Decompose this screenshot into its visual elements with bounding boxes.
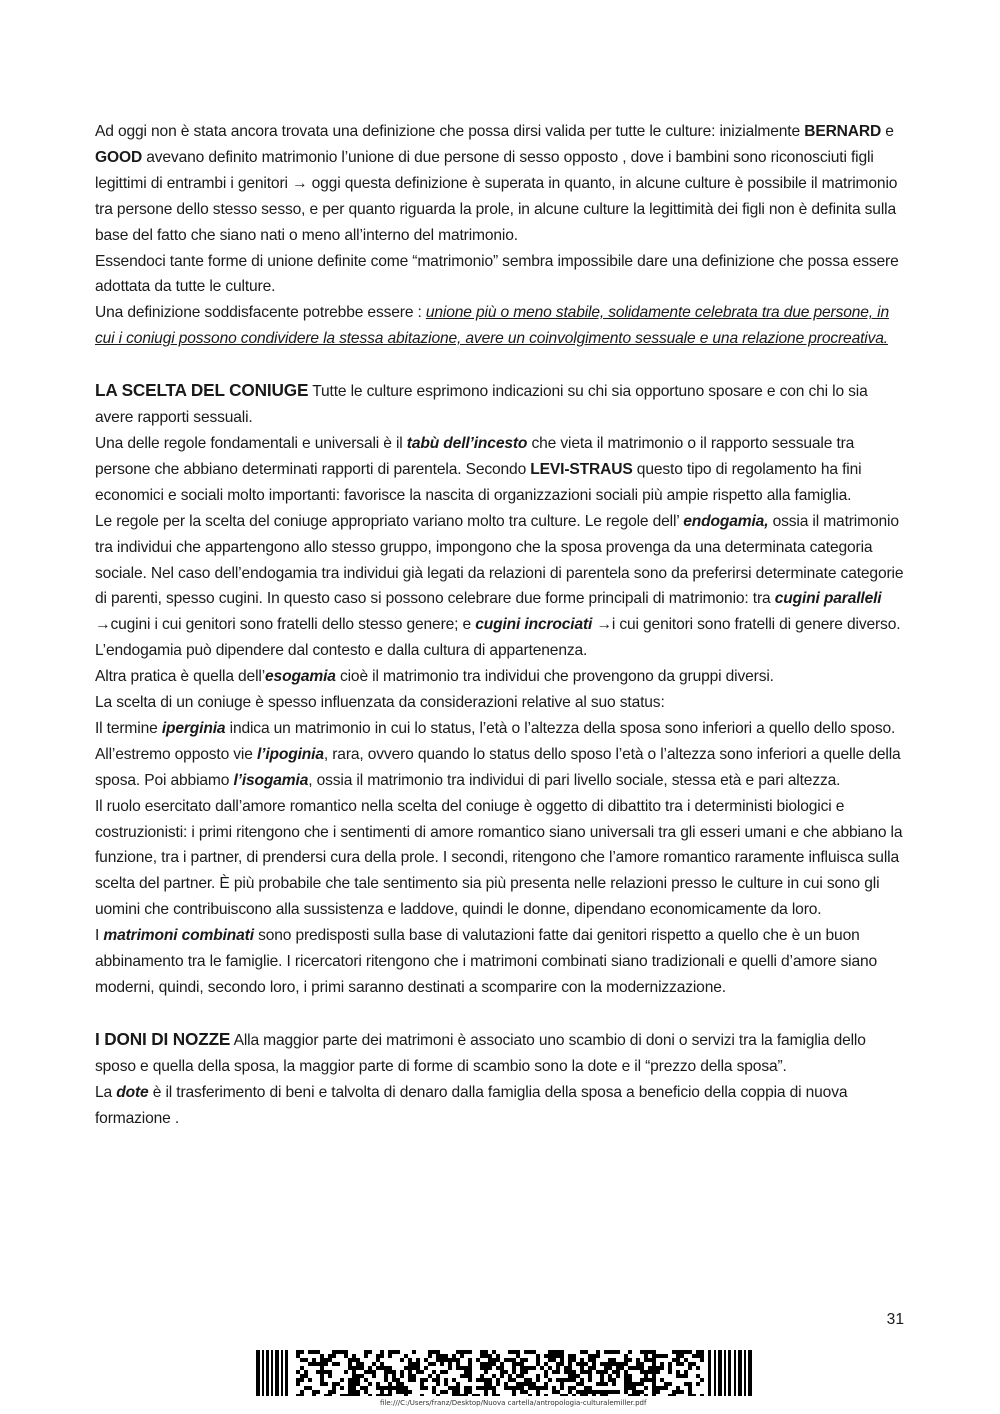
key-term: l’isogamia xyxy=(233,771,309,789)
intro-paragraph-3: Una definizione soddisfacente potrebbe essere : unione più o meno stabile, solidamente celebrata tra due persone, in cui i coniugi possono condividere la stessa abitazione, avere un coinvolgimento sessuale e una relazione procreativa. xyxy=(95,304,890,348)
key-term: esogamia xyxy=(265,668,336,686)
section-heading-scelta: LA SCELTA DEL CONIUGE xyxy=(95,380,309,401)
intro-paragraph-2: Essendoci tante forme di unione definite come “matrimonio” sembra impossibile dare una definizione che possa essere adottata da tutte le culture. xyxy=(95,252,899,296)
key-term: dote xyxy=(116,1083,149,1101)
doni-paragraph-2: La dote è il trasferimento di beni e talvolta di denaro dalla famiglia della sposa a beneficio della coppia di nuova formazione . xyxy=(95,1083,848,1127)
doni-paragraph-1: I DONI DI NOZZE Alla maggior parte dei matrimoni è associato uno scambio di doni o servizi tra la famiglia dello sposo e quella della sposa, la maggior parte di forme di scambio sono la dote e il “prezzo della sposa”. xyxy=(95,1028,866,1075)
key-term: endogamia, xyxy=(683,512,769,530)
key-term: iperginia xyxy=(161,719,226,737)
file-path: file:///C:/Users/franz/Desktop/Nuova cartella/antropologia-culturalemiller.pdf xyxy=(380,1399,647,1407)
scelta-paragraph-2: Una delle regole fondamentali e universali è il tabù dell’incesto che vieta il matrimonio o il rapporto sessuale tra persone che abbiano determinati rapporti di parentela. Secondo LEVI-STRAUS questo tipo di regolamento ha fini economici e sociali molto importanti: favorisce la nascita di organizzazioni sociali più ampie rispetto alla famiglia. xyxy=(95,434,862,504)
scelta-paragraph-1: LA SCELTA DEL CONIUGE Tutte le culture esprimono indicazioni su chi sia opportuno sposare e con chi lo sia avere rapporti sessuali. xyxy=(95,380,868,427)
section-gap xyxy=(95,1001,905,1027)
scelta-paragraph-6: La scelta di un coniuge è spesso influenzata da considerazioni relative al suo status: xyxy=(95,694,665,712)
arrow-right-icon: → xyxy=(592,616,612,634)
arrow-right-icon: → xyxy=(292,174,308,192)
author-name: BERNARD xyxy=(804,123,882,140)
scelta-paragraph-4: L’endogamia può dipendere dal contesto e dalla cultura di appartenenza. xyxy=(95,642,588,660)
arrow-right-icon: → xyxy=(95,616,111,634)
author-name: LEVI-STRAUS xyxy=(530,460,633,478)
scelta-paragraph-5: Altra pratica è quella dell’esogamia cioè il matrimonio tra individui che provengono da gruppi diversi. xyxy=(95,668,774,686)
key-term: cugini paralleli xyxy=(774,590,882,608)
page-body xyxy=(95,119,905,1132)
definition-text: unione più o meno stabile, solidamente celebrata tra due persone, in cui i coniugi possono condividere la stessa abitazione, avere un coinvolgimento sessuale e una relazione procreativa. xyxy=(95,304,890,348)
page-number: 31 xyxy=(886,1311,904,1328)
scelta-paragraph-7: Il termine iperginia indica un matrimonio in cui lo status, l’età o l’altezza della sposa sono inferiori a quello dello sposo. All’estremo opposto vie l’ipoginia, rara, ovvero quando lo status dello sposo l’età o l’altezza sono inferiori a quelle della sposa. Poi abbiamo l’isogamia, ossia il matrimonio tra individui di pari livello sociale, stessa età e pari altezza. xyxy=(95,719,901,789)
author-name: GOOD xyxy=(95,148,143,166)
section-heading-doni: I DONI DI NOZZE xyxy=(95,1028,231,1049)
key-term: tabù dell’incesto xyxy=(406,434,528,452)
scelta-paragraph-3: Le regole per la scelta del coniuge appropriato variano molto tra culture. Le regole dell’ endogamia, ossia il matrimonio tra individui che appartengono allo stesso gruppo, impongono che la sposa provenga da una determinata categoria sociale. Nel caso dell’endogamia tra individui già legati da relazioni di parentela sono da preferirsi determinate categorie di parenti, spesso cugini. In questo caso si possono celebrare due forme principali di matrimonio: tra cugini paralleli →cugini i cui genitori sono fratelli dello stesso genere; e cugini incrociati →i cui genitori sono fratelli di genere diverso. xyxy=(95,512,904,634)
key-term: matrimoni combinati xyxy=(103,927,254,945)
section-gap xyxy=(95,352,905,378)
barcode-icon xyxy=(256,1350,752,1396)
scelta-paragraph-9: I matrimoni combinati sono predisposti sulla base di valutazioni fatte dai genitori rispetto a quello che è un buon abbinamento tra le famiglie. I ricercatori ritengono che i matrimoni combinati siano tradizionali e quelli d’amore siano moderni, quindi, secondo loro, i primi saranno destinati a scomparire con la modernizzazione. xyxy=(95,927,878,996)
key-term: cugini incrociati xyxy=(475,616,593,634)
intro-paragraph-1: Ad oggi non è stata ancora trovata una definizione che possa dirsi valida per tutte le culture: inizialmente BERNARD e GOOD avevano definito matrimonio l’unione di due persone di sesso opposto , dove i bambini sono riconosciuti figli legittimi di entrambi i genitori → oggi questa definizione è superata in quanto, in alcune culture è possibile il matrimonio tra persone dello stesso sesso, e per quanto riguarda la prole, in alcune culture la legittimità dei figli non è definita sulla base del fatto che siano nati o meno all’interno del matrimonio. xyxy=(95,123,898,244)
scelta-paragraph-8: Il ruolo esercitato dall’amore romantico nella scelta del coniuge è oggetto di dibattito tra i deterministi biologici e costruzionisti: i primi ritengono che i sentimenti di amore romantico siano universali tra gli esseri umani e che abbiano la funzione, tra i partner, di prendersi cura della prole. I secondi, ritengono che l’amore romantico raramente influisca sulla scelta del partner. È più probabile che tale sentimento sia più presenta nelle relazioni presso le culture in cui sono gli uomini che contribuiscono alla sussistenza e laddove, quindi le donne, dipendano economicamente da loro. xyxy=(95,797,903,919)
key-term: l’ipoginia xyxy=(256,745,324,763)
